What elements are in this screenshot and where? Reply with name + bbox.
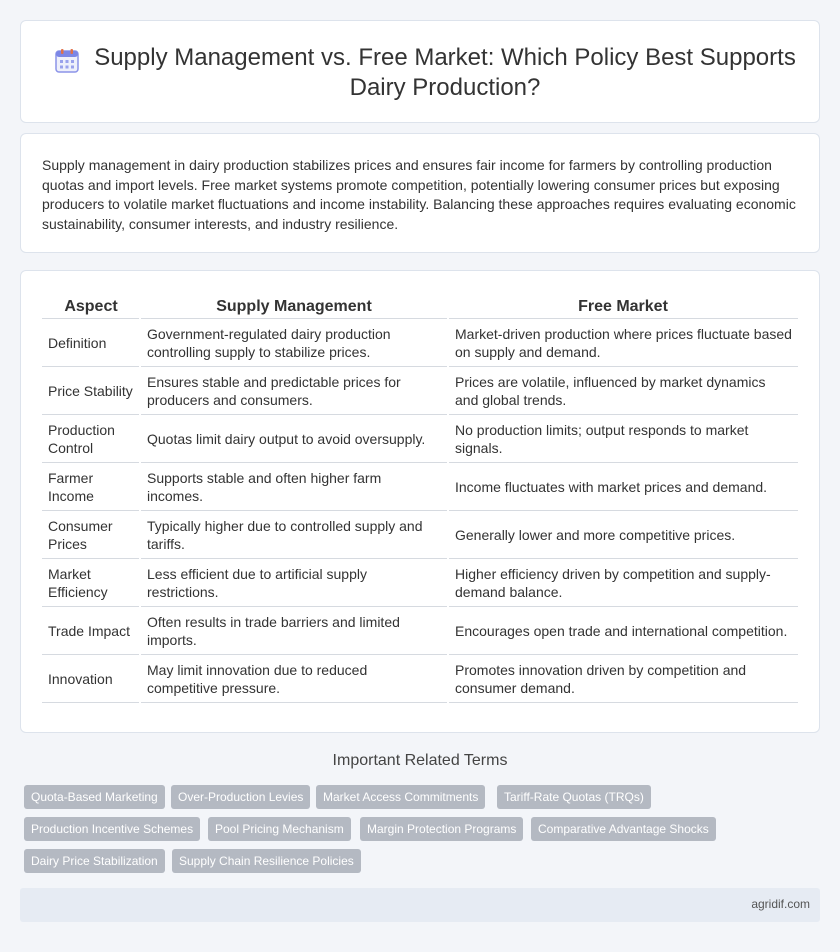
column-header-supply-management: Supply Management <box>140 296 448 319</box>
column-header-free-market: Free Market <box>448 296 798 319</box>
aspect-cell: Market Efficiency <box>42 559 140 607</box>
table-row <box>42 319 798 367</box>
free-market-cell: Encourages open trade and international competition. <box>448 607 798 655</box>
supply-management-cell: Government-regulated dairy production controlling supply to stabilize prices. <box>140 319 448 367</box>
site-link[interactable]: agridif.com <box>751 897 810 911</box>
free-market-cell: Higher efficiency driven by competition and supply-demand balance. <box>448 559 798 607</box>
comparison-card <box>20 270 820 733</box>
title-card <box>20 20 820 123</box>
aspect-cell: Price Stability <box>42 367 140 415</box>
free-market-cell: Prices are volatile, influenced by market dynamics and global trends. <box>448 367 798 415</box>
supply-management-cell: Often results in trade barriers and limited imports. <box>140 607 448 655</box>
related-term-tag[interactable]: Margin Protection Programs <box>360 817 523 841</box>
aspect-cell: Production Control <box>42 415 140 463</box>
aspect-cell: Innovation <box>42 655 140 703</box>
aspect-cell: Farmer Income <box>42 463 140 511</box>
related-term-tag[interactable]: Pool Pricing Mechanism <box>208 817 351 841</box>
related-term-tag[interactable]: Quota-Based Marketing <box>24 785 165 809</box>
calendar-icon <box>53 47 81 75</box>
related-term-tag[interactable]: Tariff-Rate Quotas (TRQs) <box>497 785 651 809</box>
table-row <box>42 463 798 511</box>
related-term-tag[interactable]: Comparative Advantage Shocks <box>531 817 716 841</box>
related-term-tag[interactable]: Production Incentive Schemes <box>24 817 200 841</box>
related-term-tag[interactable]: Market Access Commitments <box>316 785 485 809</box>
table-row <box>42 655 798 703</box>
page-title: Supply Management vs. Free Market: Which Policy Best Supports Dairy Production? <box>94 44 796 101</box>
summary-text: Supply management in dairy production stabilizes prices and ensures fair income for farmers by controlling production quotas and import levels. Free market systems promote competition, potentially lowering consumer prices but exposing producers to volatile market fluctuations and income instability. Balancing these approaches requires evaluating economic sustainability, consumer interests, and industry resilience. <box>42 157 796 232</box>
table-row <box>42 511 798 559</box>
free-market-cell: Income fluctuates with market prices and demand. <box>448 463 798 511</box>
table-row <box>42 415 798 463</box>
summary-card <box>20 133 820 253</box>
column-header-aspect: Aspect <box>42 296 140 319</box>
free-market-cell: Generally lower and more competitive prices. <box>448 511 798 559</box>
supply-management-cell: Ensures stable and predictable prices for producers and consumers. <box>140 367 448 415</box>
table-row <box>42 607 798 655</box>
related-term-tag[interactable]: Over-Production Levies <box>171 785 310 809</box>
comparison-table <box>42 296 798 703</box>
aspect-cell: Trade Impact <box>42 607 140 655</box>
table-row <box>42 367 798 415</box>
aspect-cell: Consumer Prices <box>42 511 140 559</box>
table-header-row <box>42 296 798 319</box>
supply-management-cell: Typically higher due to controlled supply and tariffs. <box>140 511 448 559</box>
supply-management-cell: Quotas limit dairy output to avoid oversupply. <box>140 415 448 463</box>
related-terms-heading: Important Related Terms <box>332 752 508 769</box>
free-market-cell: No production limits; output responds to market signals. <box>448 415 798 463</box>
free-market-cell: Market-driven production where prices fluctuate based on supply and demand. <box>448 319 798 367</box>
supply-management-cell: Supports stable and often higher farm incomes. <box>140 463 448 511</box>
table-row <box>42 559 798 607</box>
related-term-tag[interactable]: Dairy Price Stabilization <box>24 849 165 873</box>
supply-management-cell: Less efficient due to artificial supply restrictions. <box>140 559 448 607</box>
free-market-cell: Promotes innovation driven by competition and consumer demand. <box>448 655 798 703</box>
aspect-cell: Definition <box>42 319 140 367</box>
related-term-tag[interactable]: Supply Chain Resilience Policies <box>172 849 361 873</box>
footer-bar <box>20 888 820 922</box>
supply-management-cell: May limit innovation due to reduced competitive pressure. <box>140 655 448 703</box>
